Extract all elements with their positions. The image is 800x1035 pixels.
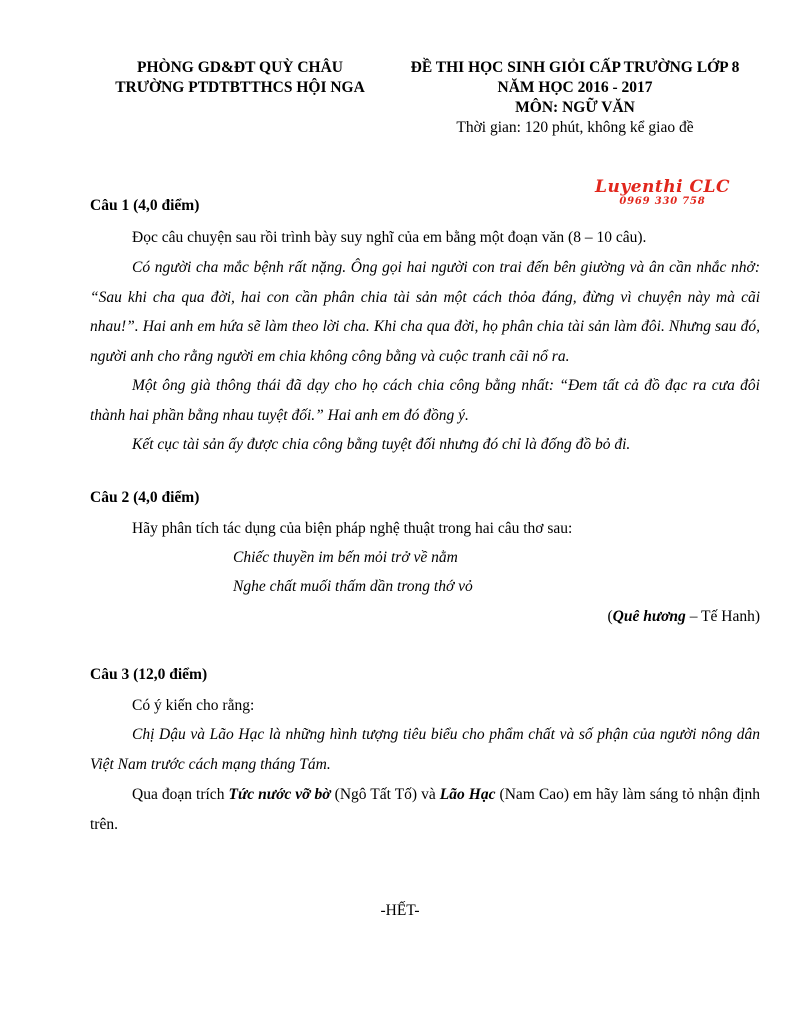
question-3-task xyxy=(90,780,760,839)
work-title-1: Tức nước vỡ bờ xyxy=(228,786,331,803)
exam-title: ĐỀ THI HỌC SINH GIỎI CẤP TRƯỜNG LỚP 8 xyxy=(410,59,740,76)
story-paragraph-3-text: Kết cục tài sản ấy được chia công bằng tuyệt đối nhưng đó chỉ là đống đồ bỏ đi. xyxy=(132,436,631,453)
poem-title: Quê hương xyxy=(612,608,686,625)
task-text-a: Qua đoạn trích xyxy=(132,786,229,803)
poem-source xyxy=(607,608,760,626)
question-3-quote xyxy=(90,720,760,779)
question-1-title: Câu 1 (4,0 điểm) xyxy=(90,197,200,214)
verse-line-1: Chiếc thuyền im bến mỏi trở về nằm xyxy=(233,549,458,566)
work-title-2: Lão Hạc xyxy=(439,786,496,803)
poem-author: – Tế Hanh) xyxy=(685,608,760,625)
school-year: NĂM HỌC 2016 - 2017 xyxy=(497,79,653,96)
story-paragraph-1 xyxy=(90,253,760,371)
task-text-b: (Ngô Tất Tố) và xyxy=(330,786,440,803)
question-3-intro-text: Có ý kiến cho rằng: xyxy=(132,697,255,714)
task-text-c: (Nam Cao) em hãy làm sáng tỏ nhận định trên. xyxy=(90,786,761,833)
question-2-prompt xyxy=(90,514,760,544)
department-name: PHÒNG GD&ĐT QUỲ CHÂU xyxy=(137,59,343,76)
story-paragraph-2-text: Một ông già thông thái đã dạy cho họ cách chia công bằng nhất: “Đem tất cả đồ đạc ra cưa đôi thành hai phần bằng nhau tuyệt đối.” Hai anh em đó đồng ý. xyxy=(90,377,760,424)
header-left xyxy=(90,58,390,98)
story-paragraph-2 xyxy=(90,371,760,430)
question-2-prompt-text: Hãy phân tích tác dụng của biện pháp nghệ thuật trong hai câu thơ sau: xyxy=(132,520,573,537)
header-right xyxy=(390,58,760,138)
subject: MÔN: NGỮ VĂN xyxy=(515,99,635,116)
question-3-title: Câu 3 (12,0 điểm) xyxy=(90,666,208,683)
source-open-paren: ( xyxy=(607,608,613,625)
question-3-quote-text: Chị Dậu và Lão Hạc là những hình tượng tiêu biểu cho phẩm chất và số phận của người nông dân Việt Nam trước cách mạng tháng Tám. xyxy=(90,726,760,773)
question-1-prompt-text: Đọc câu chuyện sau rồi trình bày suy nghĩ của em bằng một đoạn văn (8 – 10 câu). xyxy=(132,229,647,246)
watermark-phone: 0969 330 758 xyxy=(619,196,706,207)
story-paragraph-3 xyxy=(90,430,760,460)
question-1-prompt xyxy=(90,223,760,253)
end-marker: -HẾT- xyxy=(380,902,420,919)
watermark-logo xyxy=(595,178,730,208)
school-name: TRƯỜNG PTDTBTTHCS HỘI NGA xyxy=(115,79,365,96)
question-3-intro xyxy=(90,691,760,721)
time-allowed: Thời gian: 120 phút, không kể giao đề xyxy=(456,119,694,136)
watermark-brand: Luyenthi CLC xyxy=(595,177,730,197)
story-paragraph-1-text: Có người cha mắc bệnh rất nặng. Ông gọi hai người con trai đến bên giường và ân cần nhắc nhở: “Sau khi cha qua đời, hai con cần phân chia tài sản một cách thỏa đáng, đừng vì chuyện này mà cãi nhau!”. Hai anh em hứa sẽ làm theo lời cha. Khi cha qua đời, họ phân chia tài sản làm đôi. Nhưng sau đó, người anh cho rằng người em chia không công bằng và cuộc tranh cãi nổ ra. xyxy=(90,259,760,365)
verse-line-2: Nghe chất muối thấm dần trong thớ vỏ xyxy=(233,578,473,595)
question-2-title: Câu 2 (4,0 điểm) xyxy=(90,489,200,506)
